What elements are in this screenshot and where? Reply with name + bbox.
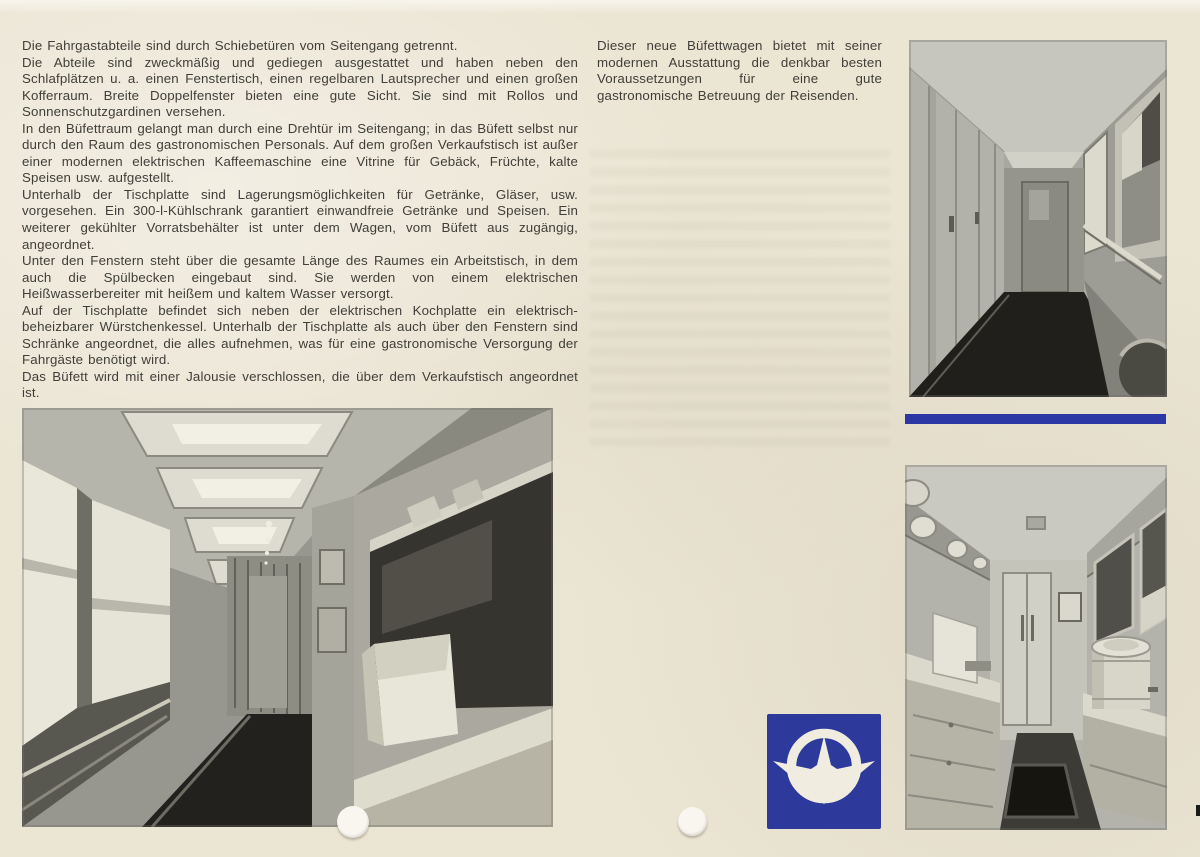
page-edge-mark bbox=[1196, 805, 1200, 816]
paragraph: Die Abteile sind zweckmäßig und gediegen ausgestattet und haben neben den Schlafplätzen u. a. einen Fenstertisch, einen regelbaren Lautsprecher und einen großen Kofferraum. Breite Doppelfenster bieten eine gute Sicht. Sie sind mit Rollos und Sonnenschutzgardinen versehen. bbox=[22, 54, 578, 120]
paragraph: Unter den Fenstern steht über die gesamte Länge des Raumes ein Arbeitstisch, in dem auch die Spülbecken eingebaut sind. Sie werden von einem elektrischen Heißwasserbereiter mit heißem und kaltem Wasser versorgt. bbox=[22, 253, 578, 302]
punch-hole bbox=[337, 806, 369, 838]
punch-hole bbox=[678, 807, 707, 836]
paragraph: Unterhalb der Tischplatte sind Lagerungsmöglichkeiten für Getränke, Gläser, usw. vorgesehen. Ein 300-l-Kühlschrank garantiert einwandfreie Getränke und Speisen. Ein weiterer gekühlter Vorratsbehälter ist unter dem Wagen, vom Büfett aus zugängig, angeordnet. bbox=[22, 186, 578, 252]
right-text-column bbox=[597, 38, 882, 104]
winged-wheel-logo bbox=[767, 714, 881, 829]
paragraph: Auf der Tischplatte befindet sich neben der elektrischen Kochplatte ein elektrisch-beheizbarer Würstchenkessel. Unterhalb der Tischplatte als auch über den Fenstern sind Schränke angeordnet, die alles aufnehmen, was für eine gastronomische Versorgung der Fahrgäste benötigt wird. bbox=[22, 302, 578, 368]
photo-galley-kitchen bbox=[905, 465, 1167, 830]
paragraph: Dieser neue Büfettwagen bietet mit seiner modernen Ausstattung die denkbar besten Voraussetzungen für eine gute gastronomische Betreuung der Reisenden. bbox=[597, 38, 882, 103]
photo-buffet-corridor bbox=[22, 408, 553, 827]
paragraph: Die Fahrgastabteile sind durch Schiebetüren vom Seitengang getrennt. bbox=[22, 38, 458, 53]
photo-side-corridor bbox=[909, 40, 1167, 397]
reverse-side-bleed-through bbox=[590, 150, 890, 450]
left-text-column bbox=[22, 38, 578, 402]
paragraph: In den Büfettraum gelangt man durch eine Drehtür im Seitengang; in das Büfett selbst nur durch den Raum des gastronomischen Personals. Auf dem großen Verkaufstisch ist außer einer modernen elektrischen Kaffeemaschine eine Vitrine für Gebäck, Früchte, kalte Speisen usw. aufgestellt. bbox=[22, 120, 578, 186]
blue-divider-bar bbox=[905, 414, 1166, 424]
paragraph: Das Büfett wird mit einer Jalousie verschlossen, die über dem Verkaufstisch angeordnet ist. bbox=[22, 368, 578, 401]
scan-top-edge bbox=[0, 0, 1200, 14]
